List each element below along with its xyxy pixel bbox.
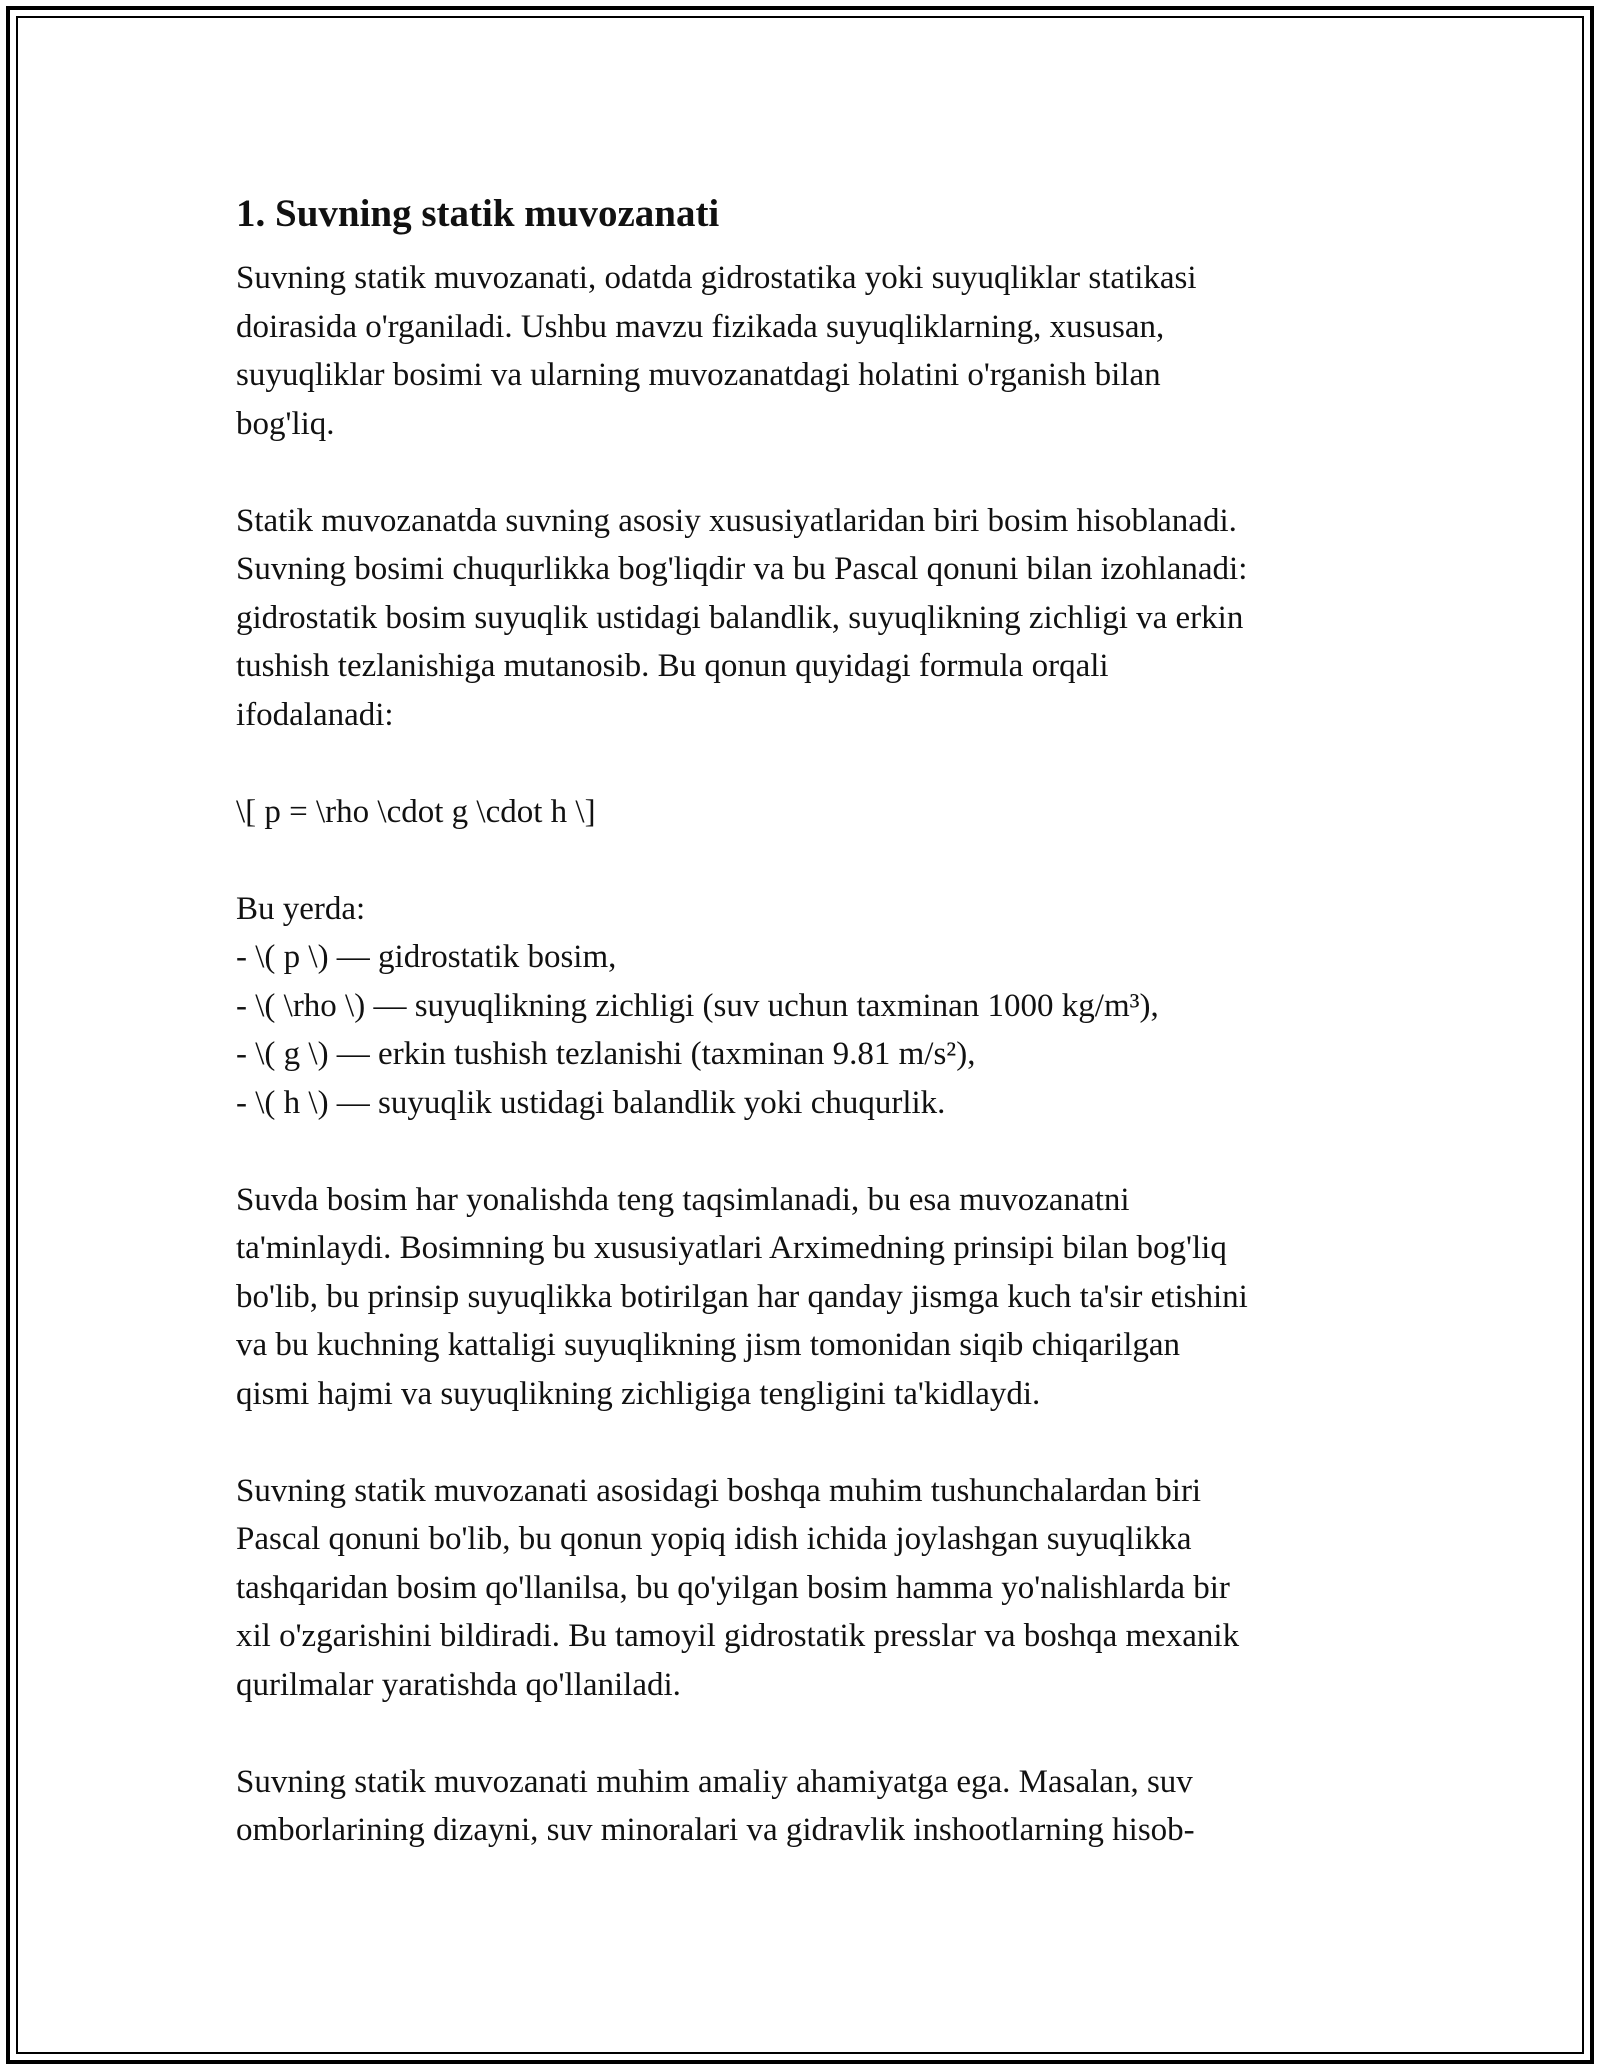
definition-item: - \( \rho \) — suyuqlikning zichligi (suv uchun taxminan 1000 kg/m³), [236, 987, 1159, 1024]
definition-item: - \( p \) — gidrostatik bosim, [236, 939, 617, 975]
paragraph-pascal: Suvning statik muvozanati asosidagi boshqa muhim tushunchalardan biri Pascal qonuni bo'lib, bu qonun yopiq idish ichida joylashgan suyuqlikka tashqaridan bosim qo'llanilsa, bu qo'yilgan bosim hamma yo'nalishlarda bir xil o'zgarishini bildiradi. Bu tamoyil gidrostatik presslar va boshqa mexanik qurilmalar yaratishda qo'llaniladi. [236, 1472, 1240, 1703]
paragraph-intro: Suvning statik muvozanati, odatda gidrostatika yoki suyuqliklar statikasi doirasida o'rganiladi. Ushbu mavzu fizikada suyuqliklarning, xususan, suyuqliklar bosimi va ularning muvozanatdagi holatini o'rganish bilan bog'liq. [236, 260, 1197, 442]
section-heading: 1. Suvning statik muvozanati [236, 192, 720, 235]
definitions-block [236, 885, 1376, 1128]
definitions-label: Bu yerda: [236, 890, 366, 927]
paragraph-pressure: Statik muvozanatda suvning asosiy xususiyatlaridan biri bosim hisoblanadi. Suvning bosimi chuqurlikka bog'liqdir va bu Pascal qonuni bilan izohlanadi: gidrostatik bosim suyuqlik ustidagi balandlik, suyuqlikning zichligi va erkin tushish tezlanishiga mutanosib. Bu qonun quyidagi formula orqali ifodalanadi: [236, 502, 1248, 733]
paragraph-practical: Suvning statik muvozanati muhim amaliy ahamiyatga ega. Masalan, suv omborlarining dizayni, suv minoralari va gidravlik inshootlarning hisob- [236, 1763, 1195, 1848]
formula-hydrostatic-pressure: \[ p = \rho \cdot g \cdot h \] [236, 793, 596, 830]
definition-item: - \( h \) — suyuqlik ustidagi balandlik yoki chuqurlik. [236, 1084, 946, 1121]
document-body [236, 188, 1376, 1903]
definition-item: - \( g \) — erkin tushish tezlanishi (taxminan 9.81 m/s²), [236, 1036, 976, 1072]
paragraph-archimedes: Suvda bosim har yonalishda teng taqsimlanadi, bu esa muvozanatni ta'minlaydi. Bosimning bu xususiyatlari Arximedning prinsipi bilan bog'liq bo'lib, bu prinsip suyuqlikka botirilgan har qanday jismga kuch ta'sir etishini va bu kuchning kattaligi suyuqlikning jism tomonidan siqib chiqarilgan qismi hajmi va suyuqlikning zichligiga tengligini ta'kidlaydi. [236, 1181, 1248, 1412]
